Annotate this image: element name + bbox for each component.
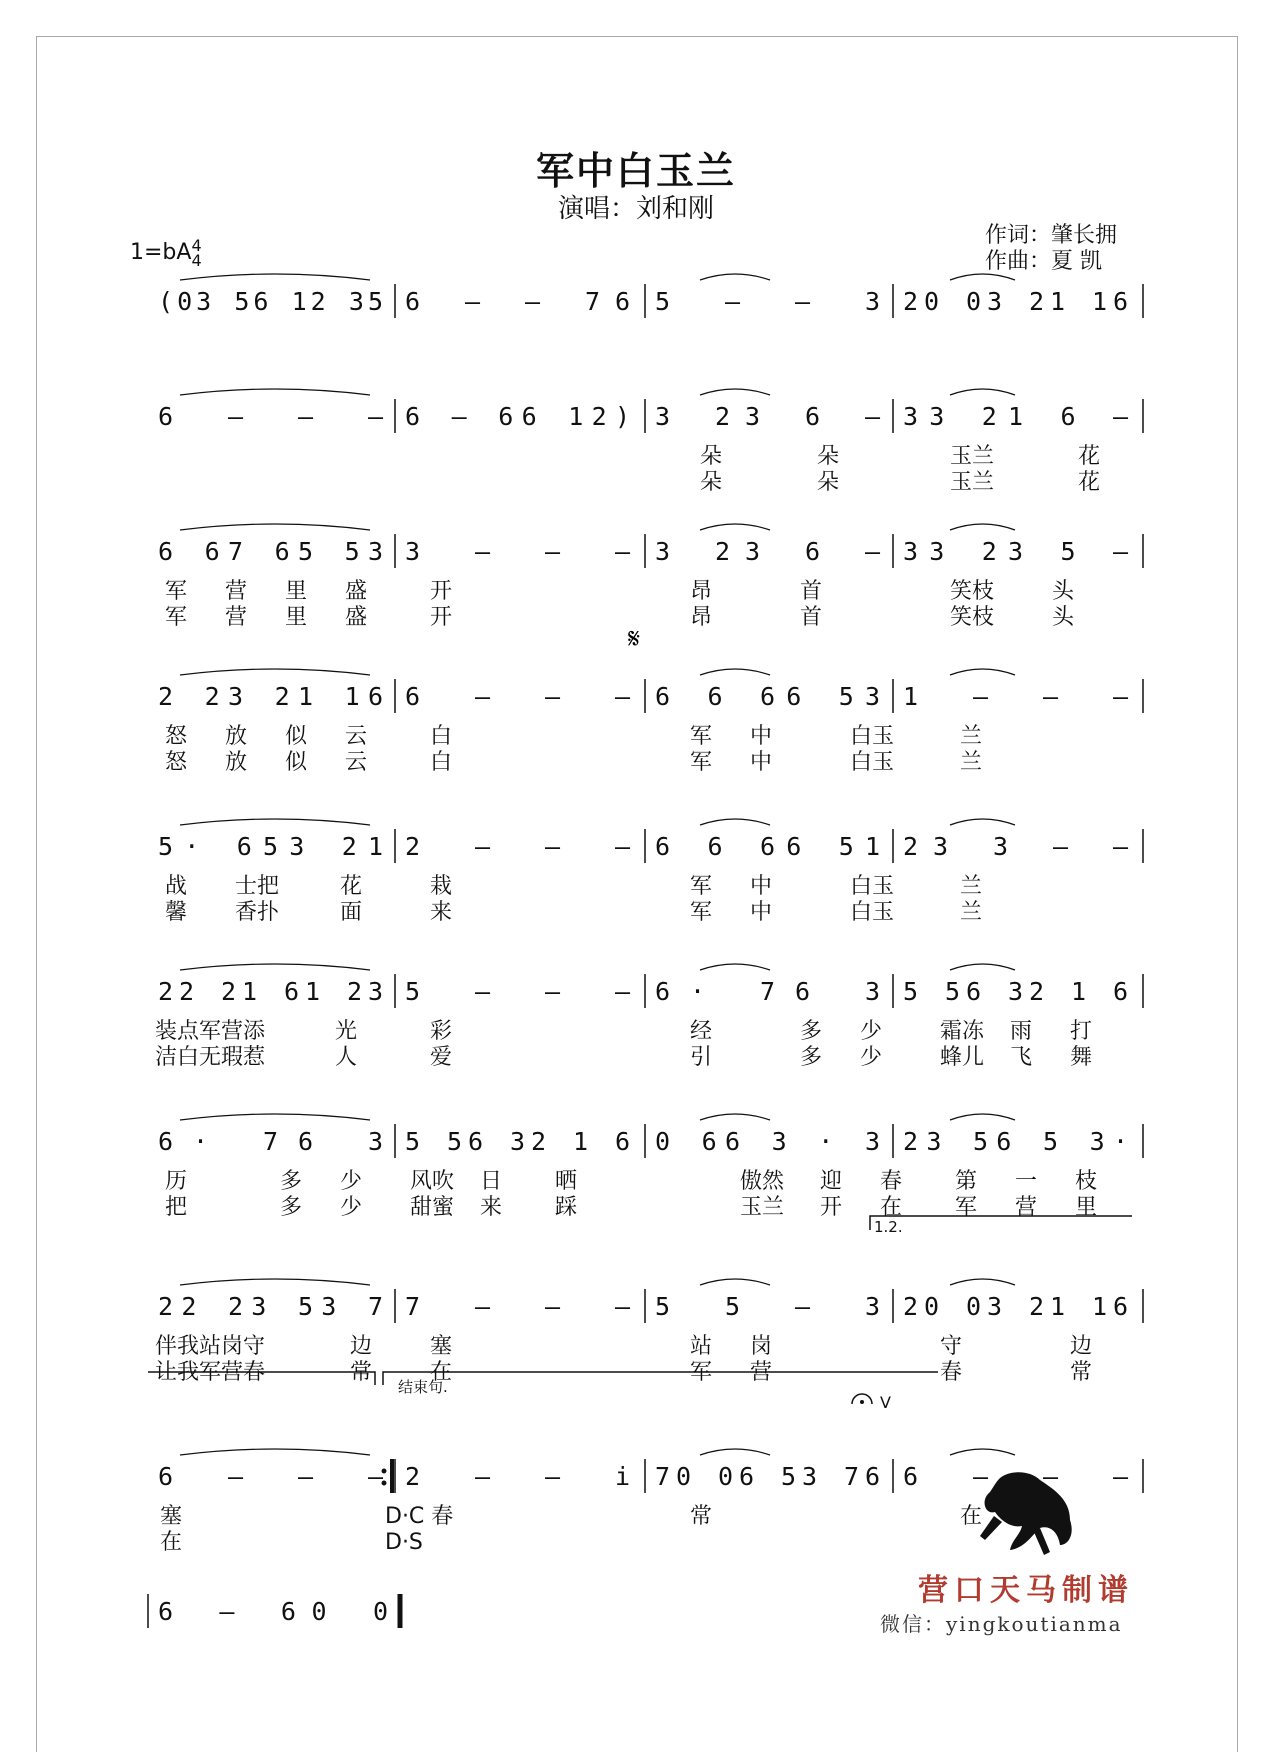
lyric-verse-1: D·C 春	[385, 1504, 454, 1529]
lyric-verse-2: 踩	[555, 1195, 578, 1220]
lyric-verse-1: 一	[1015, 1169, 1038, 1194]
lyric-verse-2: 多	[800, 1045, 823, 1070]
notation-bar: 2 23 21 16	[158, 682, 383, 711]
notation-bar: 2 — — —	[405, 832, 630, 861]
lyric-verse-2: 爱	[430, 1045, 453, 1070]
lyric-verse-1: 日	[480, 1169, 503, 1194]
lyric-verse-1: 彩	[430, 1019, 453, 1044]
lyric-verse-2: 春	[940, 1360, 963, 1385]
notation-bar: 5 56 32 1 6	[405, 1127, 630, 1156]
lyric-verse-1: 白玉	[850, 874, 895, 899]
lyric-verse-1: 边	[1070, 1334, 1093, 1359]
lyric-verse-2: 盛	[345, 605, 368, 630]
slur-arc	[950, 524, 1015, 530]
slur-arc	[950, 1449, 1015, 1455]
notation-bar: 1 — — —	[903, 682, 1128, 711]
slur-arc	[950, 669, 1015, 675]
lyric-verse-2: 人	[335, 1045, 358, 1070]
lyric-verse-1: 第	[955, 1169, 978, 1194]
notation-bar: 6 — — —	[158, 1462, 383, 1491]
lyric-verse-1: 风吹	[410, 1169, 455, 1194]
singer-credit: 演唱：刘和刚	[557, 194, 714, 224]
composer-credit: 作曲：夏 凯	[985, 249, 1102, 274]
lyric-verse-2: 常	[1070, 1360, 1093, 1385]
lyric-verse-1: 头	[1052, 579, 1075, 604]
notation-bar: 5 56 32 1 6	[903, 977, 1128, 1006]
lyric-verse-2: 玉兰	[950, 470, 995, 495]
lyric-verse-1: 士把	[235, 874, 280, 899]
lyric-verse-1: 似	[285, 724, 308, 749]
notation-bar: 2 — — i	[405, 1462, 630, 1491]
lyric-verse-2: 怒	[165, 750, 188, 775]
lyric-verse-1: 白玉	[850, 724, 895, 749]
lyric-verse-2: 放	[225, 750, 248, 775]
lyric-verse-2: 多	[280, 1195, 303, 1220]
lyric-verse-1: 打	[1070, 1019, 1093, 1044]
wechat-id: 微信：yingkoutianma	[880, 1612, 1123, 1636]
notation-bar: 6 — — —	[903, 1462, 1128, 1491]
notation-bar: 20 03 21 16	[903, 1292, 1128, 1321]
lyric-verse-2: 军	[165, 605, 188, 630]
slur-arc	[700, 819, 770, 825]
slur-arc	[700, 669, 770, 675]
time-top: 4	[191, 236, 202, 255]
notation-bar: 0 66 3 · 3	[655, 1127, 880, 1156]
lyric-verse-2: 玉兰	[740, 1195, 785, 1220]
slur-arc	[700, 1114, 770, 1120]
lyric-verse-1: 塞	[160, 1504, 183, 1529]
lyric-verse-2: 甜蜜	[410, 1195, 455, 1220]
lyric-verse-1: 花	[1078, 444, 1101, 469]
lyric-verse-2: 花	[1078, 470, 1101, 495]
slur-arc	[180, 1449, 370, 1455]
notation-bar: 5 — — —	[405, 977, 630, 1006]
lyric-verse-2: D·S	[385, 1530, 423, 1555]
lyric-verse-2: 白	[430, 750, 453, 775]
lyric-verse-2: 洁白无瑕惹	[155, 1045, 266, 1070]
time-bottom: 4	[191, 251, 202, 270]
lyric-verse-2: 飞	[1010, 1045, 1033, 1070]
lyric-verse-1: 战	[165, 874, 188, 899]
lyric-verse-2: 把	[165, 1195, 188, 1220]
lyric-verse-2: 常	[350, 1360, 373, 1385]
slur-arc	[700, 1449, 770, 1455]
notation-bar: 3 — — —	[405, 537, 630, 566]
notation-bar: 23 3 — —	[903, 832, 1128, 861]
slur-arc	[700, 1279, 770, 1285]
lyric-verse-2: 中	[750, 750, 773, 775]
lyric-verse-1: 白	[430, 724, 453, 749]
key-text: 1=bA	[130, 240, 192, 265]
lyric-verse-2: 在	[880, 1195, 903, 1220]
lyric-verse-1: 军	[690, 724, 713, 749]
lyric-verse-1: 盛	[345, 579, 368, 604]
notation-bar: 33 21 6 —	[903, 402, 1128, 431]
lyric-verse-2: 营	[1015, 1195, 1038, 1220]
lyric-verse-1: 霜冻	[940, 1019, 985, 1044]
lyric-verse-2: 少	[860, 1045, 883, 1070]
lyric-verse-1: 玉兰	[950, 444, 995, 469]
slur-arc	[950, 819, 1015, 825]
ending-bracket	[383, 1372, 938, 1385]
lyric-verse-2: 香扑	[235, 900, 280, 925]
notation-bar: 6 — 66 12)	[405, 402, 630, 431]
lyric-verse-1: 军	[690, 874, 713, 899]
lyric-verse-2: 军	[955, 1195, 978, 1220]
lyric-verse-2: 开	[430, 605, 453, 630]
lyric-verse-2: 白玉	[850, 750, 895, 775]
slur-arc	[950, 274, 1015, 280]
lyric-verse-1: 云	[345, 724, 368, 749]
lyric-verse-2: 兰	[960, 750, 983, 775]
lyric-verse-1: 在	[960, 1504, 983, 1529]
lyric-verse-1: 春	[880, 1169, 903, 1194]
lyric-verse-2: 面	[340, 900, 363, 925]
notation-bar: 6 — — —	[158, 402, 383, 431]
slur-arc	[180, 964, 370, 970]
lyric-verse-1: 笑枝	[950, 579, 995, 604]
slur-arc	[950, 1114, 1015, 1120]
lyric-verse-2: 朵	[817, 470, 840, 495]
lyric-verse-2: 中	[750, 900, 773, 925]
lyric-verse-2: 营	[750, 1360, 773, 1385]
lyric-verse-2: 云	[345, 750, 368, 775]
song-title: 军中白玉兰	[535, 149, 736, 193]
notation-bar: 6 — 60 0	[158, 1597, 388, 1626]
notation-bar: 6 — — —	[405, 682, 630, 711]
lyric-verse-1: 首	[800, 579, 823, 604]
notation-bar: 33 23 5 —	[903, 537, 1128, 566]
lyric-verse-2: 开	[820, 1195, 843, 1220]
slur-arc	[700, 524, 770, 530]
slur-arc	[700, 274, 770, 280]
lyric-verse-1: 兰	[960, 874, 983, 899]
notation-bar: 6· 76 3	[158, 1127, 383, 1156]
lyric-verse-2: 馨	[165, 900, 188, 925]
lyric-verse-1: 里	[285, 579, 308, 604]
slur-arc	[180, 389, 370, 395]
lyric-verse-1: 中	[750, 724, 773, 749]
slur-arc	[700, 389, 770, 395]
notation-bar: 3 23 6 —	[655, 537, 880, 566]
notation-bar: 22 21 61 23	[158, 977, 383, 1006]
lyric-verse-1: 军	[165, 579, 188, 604]
lyric-verse-2: 似	[285, 750, 308, 775]
notation-bar: 6· 76 3	[655, 977, 880, 1006]
lyric-verse-2: 军	[690, 750, 713, 775]
lyric-verse-2: 兰	[960, 900, 983, 925]
brand-name: 营口天马制谱	[918, 1573, 1134, 1608]
notation-bar: 20 03 21 16	[903, 287, 1128, 316]
slur-arc	[950, 1279, 1015, 1285]
notation-bar: 3 23 6 —	[655, 402, 880, 431]
lyric-verse-1: 边	[350, 1334, 373, 1359]
lyric-verse-2: 笑枝	[950, 605, 995, 630]
notation-bar: 22 23 53 7	[158, 1292, 383, 1321]
lyric-verse-1: 开	[430, 579, 453, 604]
lyric-verse-1: 岗	[750, 1334, 773, 1359]
lyric-verse-1: 怒	[165, 724, 188, 749]
lyric-verse-1: 花	[340, 874, 363, 899]
lyric-verse-2: 白玉	[850, 900, 895, 925]
lyric-verse-1: 兰	[960, 724, 983, 749]
lyric-verse-1: 雨	[1010, 1019, 1033, 1044]
lyric-verse-2: 舞	[1070, 1045, 1093, 1070]
lyric-verse-2: 昂	[690, 605, 713, 630]
lyric-verse-1: 中	[750, 874, 773, 899]
slur-arc	[180, 274, 370, 280]
lyric-verse-1: 少	[340, 1169, 363, 1194]
slur-arc	[180, 819, 370, 825]
lyric-verse-1: 守	[940, 1334, 963, 1359]
notation-bar: 7 — — —	[405, 1292, 630, 1321]
lyric-verse-1: 站	[690, 1334, 713, 1359]
lyric-verse-2: 里	[1075, 1195, 1098, 1220]
lyric-verse-1: 朵	[817, 444, 840, 469]
lyric-verse-2: 头	[1052, 605, 1075, 630]
lyric-verse-1: 栽	[430, 874, 453, 899]
lyric-verse-2: 蜂儿	[940, 1045, 985, 1070]
lyric-verse-1: 塞	[430, 1334, 453, 1359]
lyric-verse-2: 营	[225, 605, 248, 630]
lyric-verse-1: 昂	[690, 579, 713, 604]
lyric-verse-2: 少	[340, 1195, 363, 1220]
lyric-verse-1: 少	[860, 1019, 883, 1044]
notation-bar: 23 56 5 3·	[903, 1127, 1128, 1156]
lyric-verse-1: 迎	[820, 1169, 843, 1194]
lyric-verse-2: 里	[285, 605, 308, 630]
lyric-verse-2: 在	[160, 1530, 183, 1555]
lyric-verse-2: 来	[430, 900, 453, 925]
lyric-verse-2: 军	[690, 900, 713, 925]
lyric-verse-1: 枝	[1075, 1169, 1098, 1194]
lyric-verse-1: 光	[335, 1019, 358, 1044]
notation-bar: 5 — — 3	[655, 287, 880, 316]
notation-bar: 6 67 65 53	[158, 537, 383, 566]
lyric-verse-1: 晒	[555, 1169, 578, 1194]
lyric-verse-2: 首	[800, 605, 823, 630]
lyric-verse-2: 朵	[700, 470, 723, 495]
notation-bar: 5 5 — 3	[655, 1292, 880, 1321]
lyric-verse-2: 来	[480, 1195, 503, 1220]
breath-mark: V	[880, 1393, 891, 1412]
lyric-verse-1: 傲然	[740, 1169, 785, 1194]
lyric-verse-1: 多	[800, 1019, 823, 1044]
notation-bar: 6 6 66 53	[655, 682, 880, 711]
notation-bar: 6 — — 76	[405, 287, 630, 316]
lyric-verse-1: 装点军营添	[155, 1019, 266, 1044]
notation-bar: 70 06 53 76	[655, 1462, 880, 1491]
lyric-verse-2: 军	[690, 1360, 713, 1385]
lyric-verse-2: 引	[690, 1045, 713, 1070]
lyric-verse-1: 放	[225, 724, 248, 749]
notation-bar: 5· 653 21	[158, 832, 383, 861]
slur-arc	[180, 1279, 370, 1285]
lyricist-credit: 作词：肇长拥	[985, 223, 1118, 248]
segno-sign: 𝄋	[628, 622, 641, 655]
lyric-verse-1: 营	[225, 579, 248, 604]
ending-label: 结束句.	[398, 1378, 448, 1396]
notation-bar: (03 56 12 35	[158, 287, 383, 316]
lyric-verse-1: 伴我站岗守	[155, 1334, 266, 1359]
slur-arc	[180, 669, 370, 675]
slur-arc	[950, 389, 1015, 395]
fermata-dot	[860, 1400, 864, 1404]
slur-arc	[180, 1114, 370, 1120]
lyric-verse-1: 常	[690, 1504, 713, 1529]
slur-arc	[700, 964, 770, 970]
lyric-verse-1: 经	[690, 1019, 713, 1044]
lyric-verse-2: 让我军营春	[155, 1360, 266, 1385]
slur-arc	[180, 524, 370, 530]
lyric-verse-1: 历	[165, 1169, 188, 1194]
notation-bar: 6 6 66 51	[655, 832, 880, 861]
lyric-verse-1: 多	[280, 1169, 303, 1194]
slur-arc	[950, 964, 1015, 970]
volta-label: 1.2.	[874, 1218, 903, 1236]
lyric-verse-2: 在	[430, 1360, 453, 1385]
lyric-verse-1: 朵	[700, 444, 723, 469]
